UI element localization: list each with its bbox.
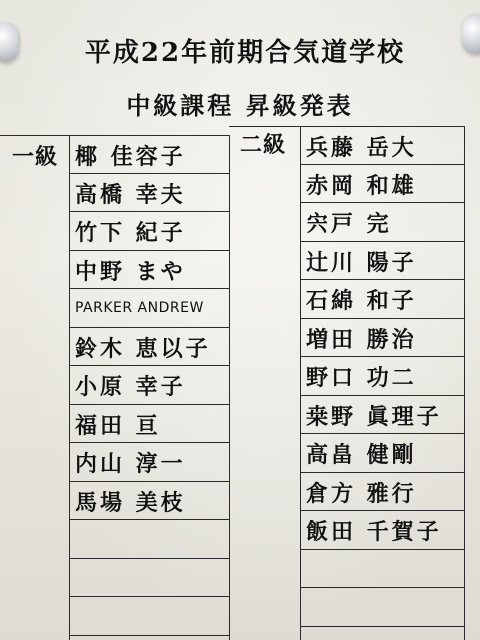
student-name: 桒野 眞理子 xyxy=(306,403,442,430)
student-name: 竹下 紀子 xyxy=(75,220,186,246)
grade2-list xyxy=(300,126,464,627)
student-name: 高畠 健剛 xyxy=(306,442,417,468)
page-title: 平成22年前期合気道学校 xyxy=(84,38,406,68)
magnet-pin-right xyxy=(462,14,480,54)
student-name: 鈴木 恵以子 xyxy=(75,335,211,362)
list-item xyxy=(69,289,229,328)
student-name: 野口 功二 xyxy=(306,365,417,391)
list-item-empty xyxy=(69,559,229,598)
student-name: 兵藤 岳大 xyxy=(306,135,417,161)
student-name: 椰 佳容子 xyxy=(75,144,186,170)
list-item-empty xyxy=(300,550,464,589)
student-name: 赤岡 和雄 xyxy=(306,172,417,199)
grade1-label-top-rule xyxy=(0,135,69,136)
list-item xyxy=(300,511,464,550)
list-item xyxy=(300,203,464,242)
student-name: 飯田 千賀子 xyxy=(306,519,442,545)
list-item xyxy=(300,396,464,435)
page-subtitle: 中級課程 昇級発表 xyxy=(126,91,354,120)
list-item xyxy=(69,251,229,290)
list-item xyxy=(69,443,229,482)
list-item xyxy=(300,242,464,281)
grade2-label-top-rule xyxy=(229,126,300,127)
list-item xyxy=(69,212,229,251)
student-name: 小原 幸子 xyxy=(75,374,186,400)
student-name: PARKER ANDREW xyxy=(75,300,204,316)
student-name: 中野 まや xyxy=(75,258,186,285)
list-item-empty xyxy=(300,588,464,627)
grade1-label: 一級 xyxy=(12,144,59,170)
list-item xyxy=(69,366,229,405)
list-item xyxy=(69,328,229,367)
student-name: 内山 淳一 xyxy=(75,451,186,477)
student-name: 増田 勝治 xyxy=(306,326,417,353)
student-name: 高橋 幸夫 xyxy=(75,181,186,208)
list-item-empty xyxy=(69,520,229,559)
list-item xyxy=(69,405,229,444)
list-item xyxy=(300,357,464,396)
list-item xyxy=(300,434,464,473)
student-name: 倉方 雅行 xyxy=(306,480,417,507)
student-name: 石綿 和子 xyxy=(306,288,417,314)
grade1-list xyxy=(69,135,229,636)
magnet-pin-left xyxy=(0,22,18,62)
list-item xyxy=(300,319,464,358)
list-item xyxy=(69,174,229,213)
list-item xyxy=(69,135,229,174)
list-item xyxy=(300,126,464,165)
list-item-empty xyxy=(69,597,229,636)
student-name: 福田 亘 xyxy=(75,412,161,439)
grade1-right-rule xyxy=(229,135,230,640)
student-name: 辻川 陽子 xyxy=(306,249,417,276)
list-item xyxy=(300,165,464,204)
grade2-right-rule xyxy=(464,126,465,640)
student-name: 馬場 美枝 xyxy=(75,489,186,516)
grade2-label: 二級 xyxy=(240,132,287,158)
list-item xyxy=(300,280,464,319)
student-name: 宍戸 完 xyxy=(306,211,392,237)
list-item xyxy=(300,473,464,512)
list-item xyxy=(69,482,229,521)
